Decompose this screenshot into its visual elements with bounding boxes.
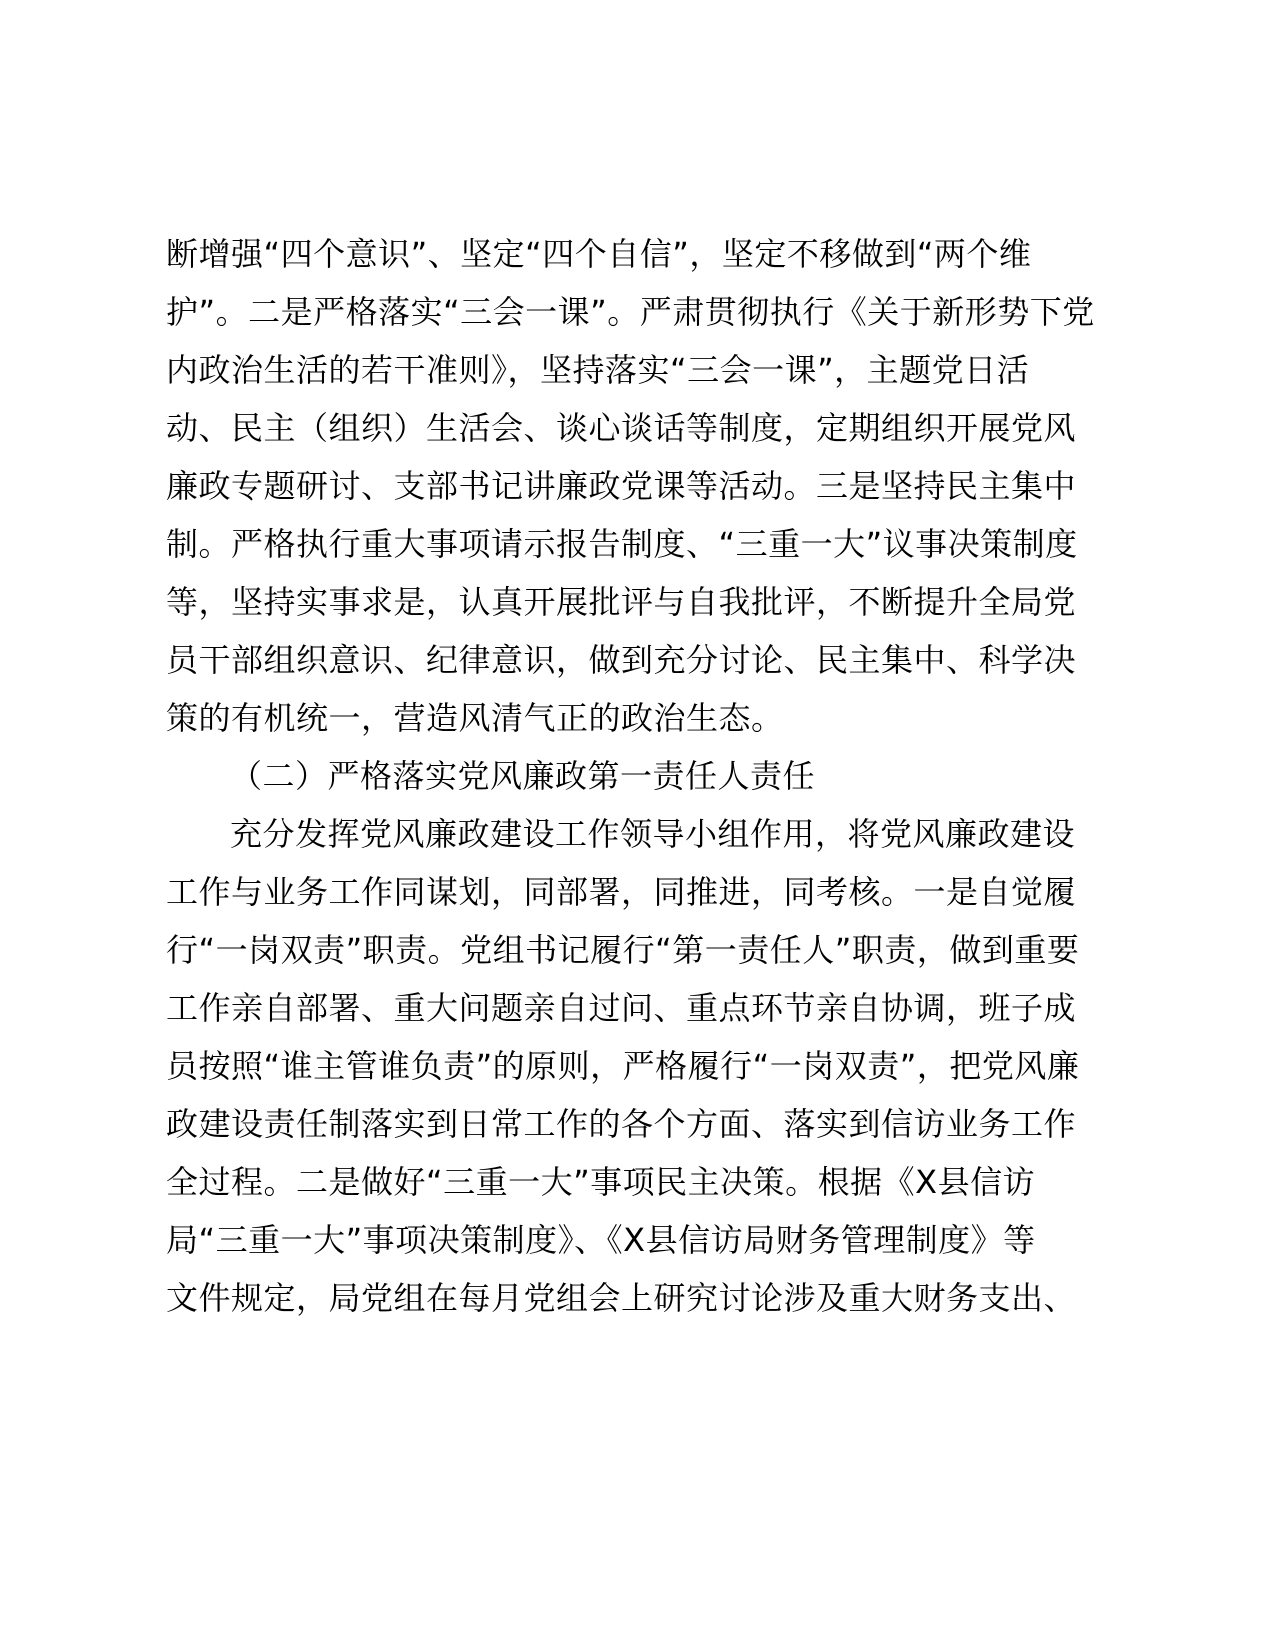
- section-heading: （二）严格落实党风廉政第一责任人责任: [230, 757, 816, 795]
- paragraph-line: 断增强“四个意识”、坚定“四个自信”，坚定不移做到“两个维: [166, 235, 1032, 273]
- paragraph-line: 等，坚持实事求是，认真开展批评与自我批评，不断提升全局党: [166, 583, 1077, 621]
- paragraph-line: 廉政专题研讨、支部书记讲廉政党课等活动。三是坚持民主集中: [166, 467, 1077, 505]
- document-body: [166, 225, 1126, 1327]
- paragraph-line: 护”。二是严格落实“三会一课”。严肃贯彻执行《关于新形势下党: [166, 293, 1095, 331]
- paragraph-line: 政建设责任制落实到日常工作的各个方面、落实到信访业务工作: [166, 1105, 1077, 1143]
- paragraph-line: 文件规定，局党组在每月党组会上研究讨论涉及重大财务支出、: [166, 1279, 1077, 1317]
- paragraph-line: 工作与业务工作同谋划，同部署，同推进，同考核。一是自觉履: [166, 873, 1077, 911]
- paragraph-line: 员干部组织意识、纪律意识，做到充分讨论、民主集中、科学决: [166, 641, 1077, 679]
- paragraph-line: 内政治生活的若干准则》，坚持落实“三会一课”，主题党日活: [166, 351, 1030, 389]
- paragraph-line: 充分发挥党风廉政建设工作领导小组作用，将党风廉政建设: [230, 815, 1076, 853]
- paragraph-line: 行“一岗双责”职责。党组书记履行“第一责任人”职责，做到重要: [166, 931, 1080, 969]
- paragraph-line: 策的有机统一，营造风清气正的政治生态。: [166, 699, 784, 737]
- paragraph-line: 局“三重一大”事项决策制度》、《X县信访局财务管理制度》等: [166, 1221, 1036, 1259]
- paragraph-line: 员按照“谁主管谁负责”的原则，严格履行“一岗双责”，把党风廉: [166, 1047, 1080, 1085]
- paragraph-line: 制。严格执行重大事项请示报告制度、“三重一大”议事决策制度: [166, 525, 1078, 563]
- paragraph-line: 全过程。二是做好“三重一大”事项民主决策。根据《X县信访: [166, 1163, 1036, 1201]
- paragraph-line: 动、民主（组织）生活会、谈心谈话等制度，定期组织开展党风: [166, 409, 1077, 447]
- paragraph-line: 工作亲自部署、重大问题亲自过问、重点环节亲自协调，班子成: [166, 989, 1077, 1027]
